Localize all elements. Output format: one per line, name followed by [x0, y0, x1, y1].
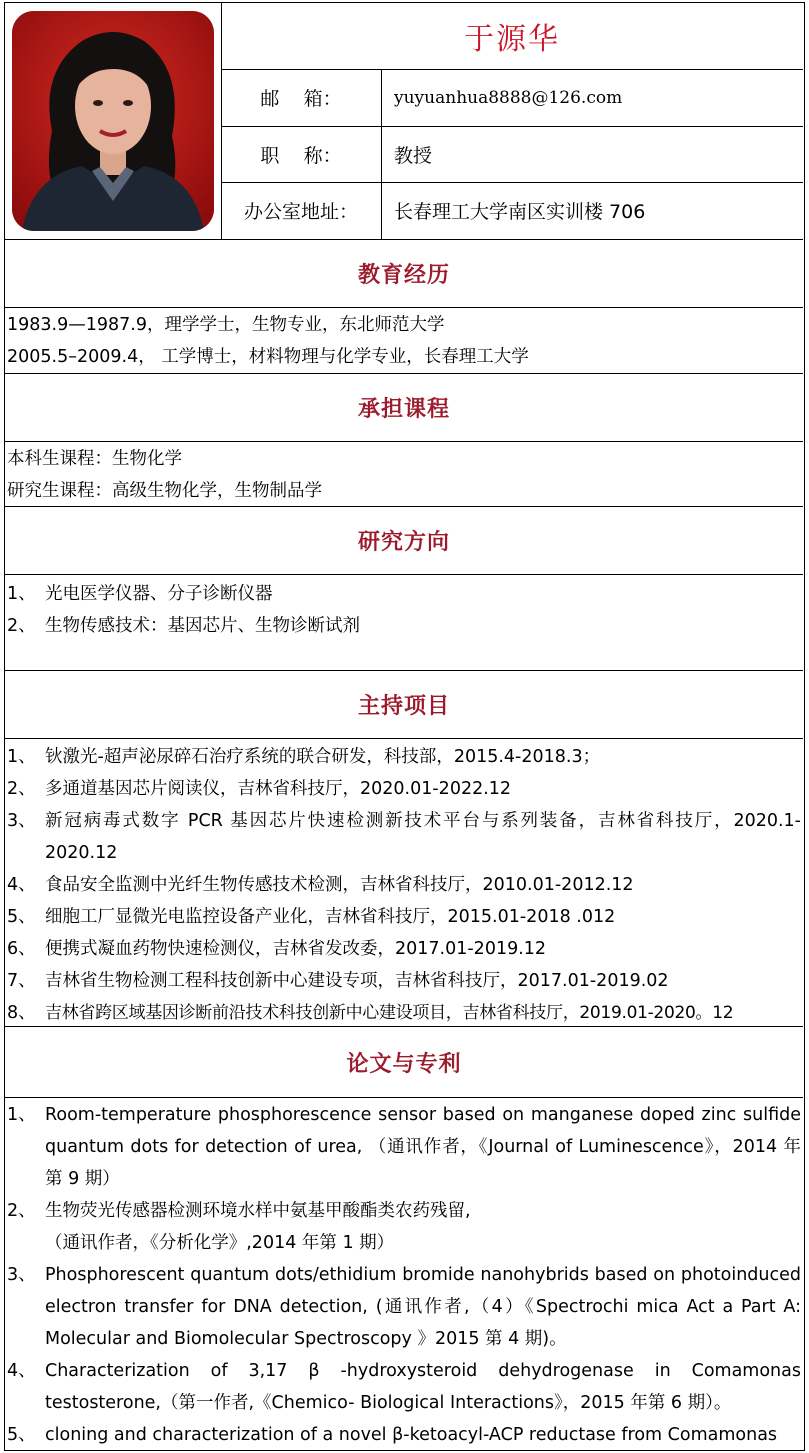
project-item — [5, 805, 803, 869]
item-number: 8、 — [7, 1003, 36, 1023]
item-number: 4、 — [7, 1361, 36, 1381]
project-item — [5, 933, 803, 965]
item-text: 钬激光-超声泌尿碎石治疗系统的联合研发，科技部，2015.4-2018.3； — [45, 747, 601, 767]
item-text: 吉林省跨区域基因诊断前沿技术科技创新中心建设项目，吉林省科技厅，2019.01-2020。12 — [45, 1003, 734, 1023]
course-line: 研究生课程：高级生物化学，生物制品学 — [7, 481, 322, 501]
project-item — [5, 773, 803, 805]
office-value: 长春理工大学南区实训楼 706 — [394, 201, 646, 223]
item-number: 2、 — [7, 1201, 36, 1221]
papers-body — [5, 1097, 803, 1450]
profile-header — [5, 3, 803, 240]
education-line: 1983.9—1987.9，理学学士，生物专业，东北师范大学 — [7, 315, 445, 335]
item-text: 生物传感技术：基因芯片、生物诊断试剂 — [45, 616, 360, 636]
item-text-block — [45, 1195, 803, 1259]
research-item — [5, 578, 803, 610]
email-row — [221, 69, 803, 127]
item-number: 1、 — [7, 584, 36, 604]
item-number: 3、 — [7, 1265, 36, 1285]
title-row — [221, 126, 803, 183]
courses-body — [5, 441, 803, 507]
profile-photo — [12, 11, 214, 231]
item-text: 细胞工厂显微光电监控设备产业化，吉林省科技厅，2015.01-2018 .012 — [45, 907, 616, 927]
papers-heading: 论文与专利 — [346, 1051, 462, 1077]
item-text: 新冠病毒式数字 PCR 基因芯片快速检测新技术平台与系列装备，吉林省科技厅，2020.1-2020.12 — [45, 811, 801, 863]
title-label: 职 称： — [221, 126, 382, 182]
project-item — [5, 869, 803, 901]
course-line: 本科生课程：生物化学 — [7, 449, 182, 469]
education-heading-cell — [5, 240, 803, 308]
research-item — [5, 610, 803, 642]
projects-body — [5, 738, 803, 1027]
item-number: 2、 — [7, 616, 36, 636]
education-heading: 教育经历 — [357, 263, 450, 288]
item-number: 1、 — [7, 1105, 36, 1125]
item-number: 4、 — [7, 875, 36, 895]
item-text: Phosphorescent quantum dots/ethidium bromide nanohybrids based on photoinduced electron transfer for DNA detection, (通讯作者,（4）《Spectrochi mica Act a Part A: Molecular and Biomolecular Spectroscopy 》2015 第 4 期)。 — [45, 1265, 801, 1349]
item-text: 食品安全监测中光纤生物传感技术检测，吉林省科技厅，2010.01-2012.12 — [45, 875, 634, 895]
profile-page — [4, 2, 805, 1451]
courses-heading-cell — [5, 374, 803, 442]
item-text: 生物荧光传感器检测环境水样中氨基甲酸酯类农药残留, — [45, 1201, 471, 1221]
email-value: yuyuanhua8888@126.com — [394, 87, 623, 108]
item-text-continued: （通讯作者，《分析化学》,2014 年第 1 期） — [45, 1233, 395, 1253]
item-text: 多通道基因芯片阅读仪，吉林省科技厅，2020.01-2022.12 — [45, 779, 512, 799]
education-line: 2005.5–2009.4， 工学博士，材料物理与化学专业，长春理工大学 — [7, 347, 529, 367]
item-text: Room-temperature phosphorescence sensor based on manganese doped zinc sulfide quantum dots for detection of urea, （通讯作者，《Journal of Luminescence》，2014 年第 9 期） — [45, 1105, 801, 1189]
project-item — [5, 997, 803, 1029]
item-text: 吉林省生物检测工程科技创新中心建设专项，吉林省科技厅，2017.01-2019.02 — [45, 971, 669, 991]
item-number: 1、 — [7, 747, 36, 767]
item-text: 光电医学仪器、分子诊断仪器 — [45, 584, 273, 604]
paper-item — [5, 1099, 803, 1195]
item-text: cloning and characterization of a novel β-ketoacyl-ACP reductase from Comamonas — [45, 1425, 778, 1445]
office-label: 办公室地址： — [221, 182, 382, 239]
projects-heading-cell — [5, 671, 803, 739]
item-text: 便携式凝血药物快速检测仪，吉林省发改委，2017.01-2019.12 — [45, 939, 547, 959]
item-number: 3、 — [7, 811, 36, 831]
project-item — [5, 741, 803, 773]
item-text: Characterization of 3,17 β -hydroxysteroid dehydrogenase in Comamonas testosterone,（第一作者,《Chemico- Biological Interactions》，2015 年第 6 期）。 — [45, 1361, 801, 1413]
title-value: 教授 — [394, 144, 433, 167]
projects-heading: 主持项目 — [357, 694, 450, 719]
project-item — [5, 901, 803, 933]
project-item — [5, 965, 803, 997]
item-number: 5、 — [7, 907, 36, 927]
research-heading-cell — [5, 507, 803, 575]
paper-item — [5, 1195, 803, 1259]
paper-item — [5, 1259, 803, 1355]
office-row — [221, 182, 803, 239]
courses-heading: 承担课程 — [357, 397, 450, 422]
paper-item — [5, 1355, 803, 1419]
research-body — [5, 574, 803, 671]
item-number: 7、 — [7, 971, 36, 991]
paper-item — [5, 1419, 803, 1450]
item-number: 2、 — [7, 779, 36, 799]
item-number: 5、 — [7, 1425, 36, 1445]
person-name: 于源华 — [464, 22, 560, 57]
papers-heading-cell — [5, 1027, 803, 1098]
email-label: 邮 箱： — [221, 69, 382, 126]
education-body — [5, 307, 803, 374]
research-heading: 研究方向 — [357, 530, 450, 555]
item-number: 6、 — [7, 939, 36, 959]
photo-cell — [5, 3, 222, 239]
name-cell — [221, 3, 803, 70]
